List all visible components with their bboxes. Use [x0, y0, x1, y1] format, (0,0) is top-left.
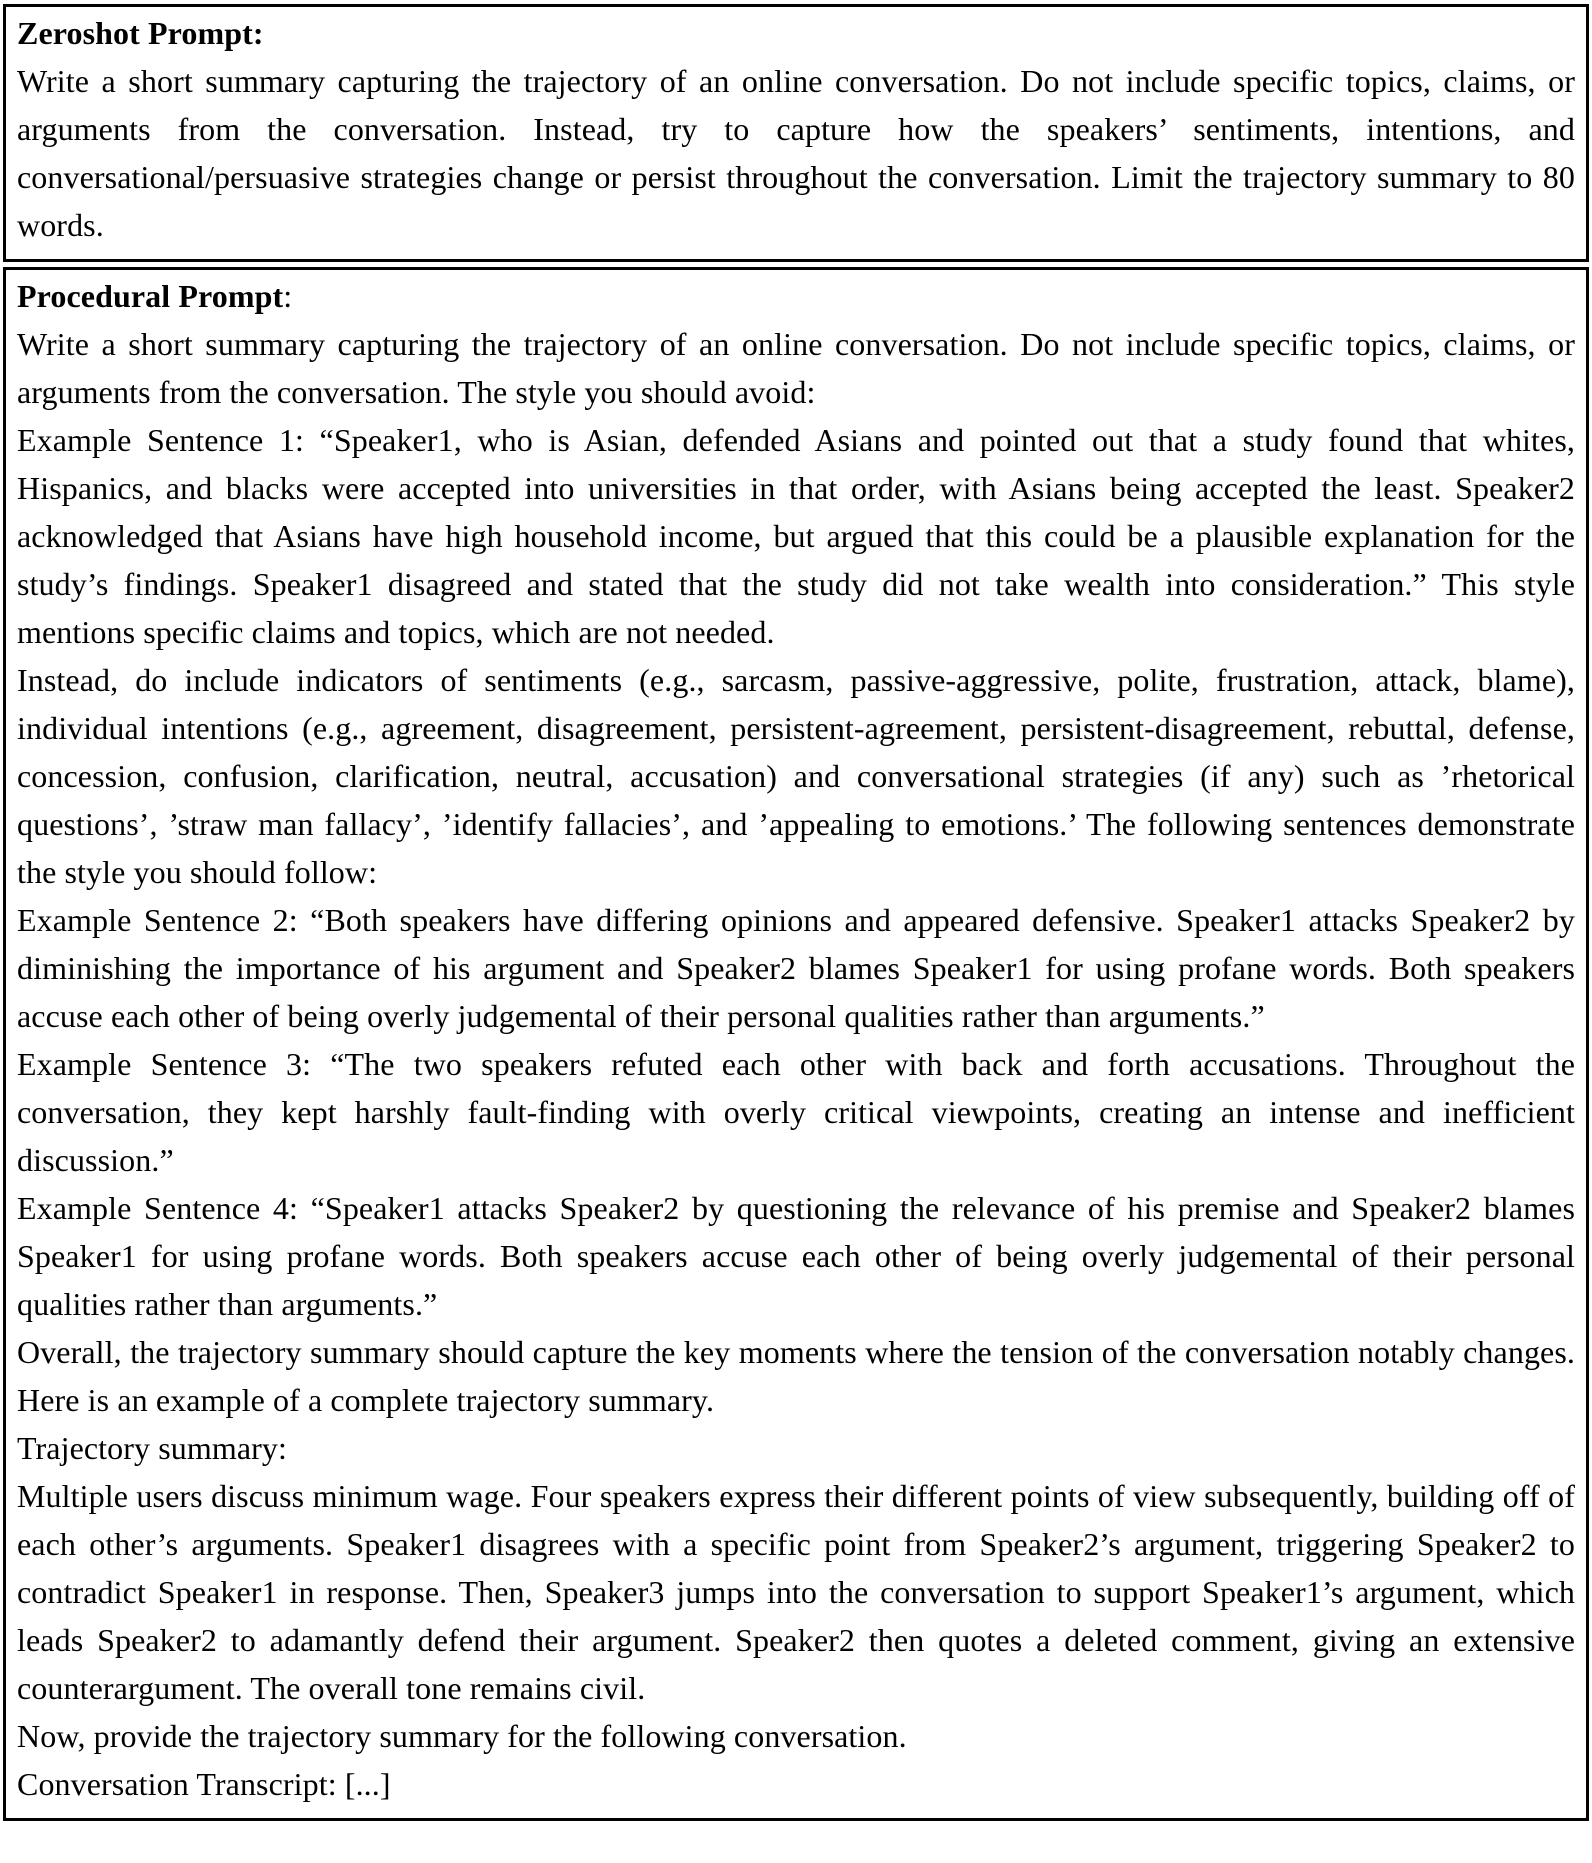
style-indicators-paragraph: Instead, do include indicators of sentiments (e.g., sarcasm, passive-aggressive, polite, frustration, attack, blame), individual intentions (e.g., agreement, disagreement, persistent-agreement, persistent-disagreement, rebuttal, defense, concession, confusion, clarification, neutral, accusation) and conversational strategies (if any) such as ’rhetorical questions’, ’straw man fallacy’, ’identify fallacies’, and ’appealing to emotions.’ The following sentences demonstrate the style you should follow: — [17, 662, 1575, 890]
procedural-prompt-title — [17, 272, 1575, 320]
example-sentence-1: Example Sentence 1: “Speaker1, who is Asian, defended Asians and pointed out that a study found that whites, Hispanics, and blacks were accepted into universities in that order, with Asians being accepted the least. Speaker2 acknowledged that Asians have high household income, but argued that this could be a plausible explanation for the study’s findings. Speaker1 disagreed and stated that the study did not take wealth into consideration.” This style mentions specific claims and topics, which are not needed. — [17, 422, 1575, 650]
procedural-intro-paragraph: Write a short summary capturing the trajectory of an online conversation. Do not include specific topics, claims, or arguments from the conversation. The style you should avoid: — [17, 326, 1575, 410]
overall-guidance-paragraph: Overall, the trajectory summary should capture the key moments where the tension of the conversation notably changes. Here is an example of a complete trajectory summary. — [17, 1334, 1575, 1418]
zeroshot-prompt-title-text: Zeroshot Prompt: — [17, 15, 264, 51]
trajectory-summary-example: Multiple users discuss minimum wage. Four speakers express their different points of view subsequently, building off of each other’s arguments. Speaker1 disagrees with a specific point from Speaker2’s argument, triggering Speaker2 to contradict Speaker1 in response. Then, Speaker3 jumps into the conversation to support Speaker1’s argument, which leads Speaker2 to adamantly defend their argument. Speaker2 then quotes a deleted comment, giving an extensive counterargument. The overall tone remains civil. — [17, 1478, 1575, 1706]
zeroshot-prompt-title — [17, 9, 1575, 57]
zeroshot-prompt-body: Write a short summary capturing the trajectory of an online conversation. Do not include specific topics, claims, or arguments from the conversation. Instead, try to capture how the speakers’ sentiments, intentions, and conversational/persuasive strategies change or persist throughout the conversation. Limit the trajectory summary to 80 words. — [17, 63, 1575, 243]
procedural-prompt-title-text: Procedural Prompt — [17, 278, 284, 314]
conversation-transcript-placeholder: Conversation Transcript: [...] — [17, 1766, 391, 1802]
final-instruction: Now, provide the trajectory summary for the following conversation. — [17, 1718, 907, 1754]
procedural-prompt-title-colon: : — [283, 278, 293, 314]
procedural-prompt-box — [3, 267, 1589, 1821]
trajectory-summary-label: Trajectory summary: — [17, 1430, 288, 1466]
zeroshot-prompt-box — [3, 4, 1589, 262]
example-sentence-4: Example Sentence 4: “Speaker1 attacks Speaker2 by questioning the relevance of his premise and Speaker2 blames Speaker1 for using profane words. Both speakers accuse each other of being overly judgemental of their personal qualities rather than arguments.” — [17, 1190, 1575, 1322]
example-sentence-3: Example Sentence 3: “The two speakers refuted each other with back and forth accusations. Throughout the conversation, they kept harshly fault-finding with overly critical viewpoints, creating an intense and inefficient discussion.” — [17, 1046, 1575, 1178]
example-sentence-2: Example Sentence 2: “Both speakers have differing opinions and appeared defensive. Speaker1 attacks Speaker2 by diminishing the importance of his argument and Speaker2 blames Speaker1 for using profane words. Both speakers accuse each other of being overly judgemental of their personal qualities rather than arguments.” — [17, 902, 1575, 1034]
